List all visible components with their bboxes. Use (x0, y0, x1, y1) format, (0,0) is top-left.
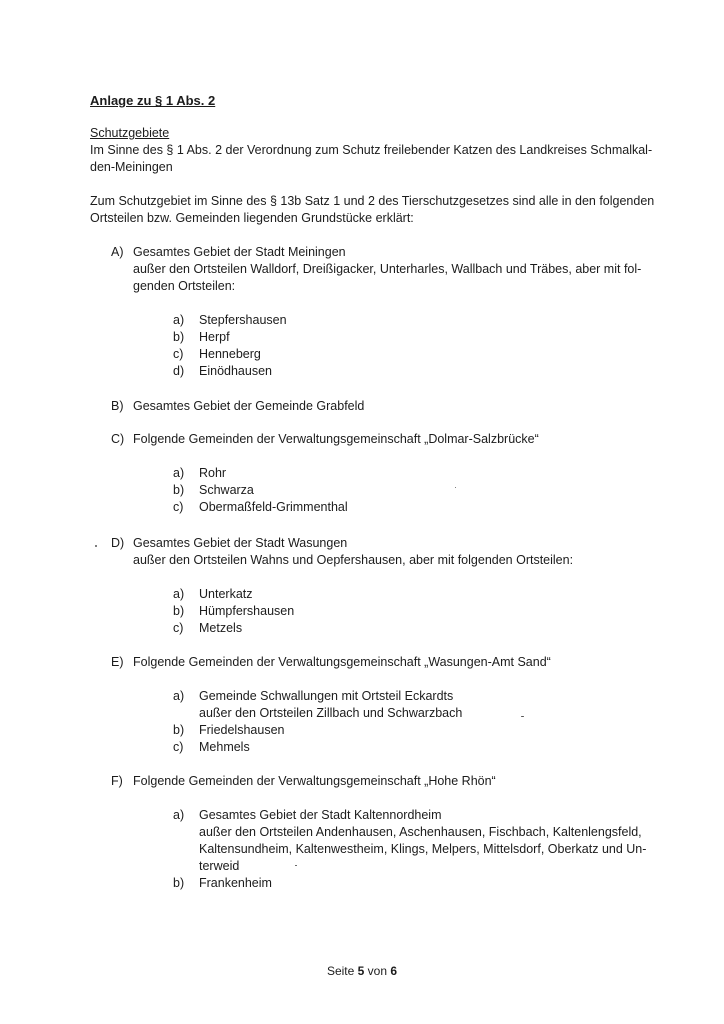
item-label: a) (173, 313, 185, 327)
section-letter: C) (111, 432, 125, 446)
paragraph-line-2: Ortsteilen bzw. Gemeinden liegenden Grundstücke erklärt: (90, 211, 414, 225)
item-label: b) (173, 723, 185, 737)
item-label: c) (173, 347, 184, 361)
section-letter: D) (111, 536, 125, 550)
item-label: a) (173, 808, 185, 822)
section-title: Folgende Gemeinden der Verwaltungsgemeinschaft „Dolmar-Salzbrücke“ (133, 432, 539, 446)
item-text: Gemeinde Schwallungen mit Ortsteil Eckardts (199, 689, 454, 703)
item-text-continued: außer den Ortsteilen Zillbach und Schwarzbach (199, 706, 463, 720)
scan-speck (455, 487, 456, 488)
footer-prefix: Seite (326, 964, 358, 978)
footer-page-number: 5 (357, 964, 365, 978)
subheading: Schutzgebiete (90, 126, 170, 140)
section-title: Gesamtes Gebiet der Stadt Wasungen (133, 536, 348, 550)
scan-speck (521, 716, 524, 717)
item-text: Metzels (199, 621, 243, 635)
item-text: Stepfershausen (199, 313, 287, 327)
section-letter: B) (111, 399, 124, 413)
section-subtext: außer den Ortsteilen Walldorf, Dreißigacker, Unterharles, Wallbach und Träbes, aber mit fol- (133, 262, 642, 276)
scan-speck (295, 865, 297, 866)
item-label: c) (173, 740, 184, 754)
item-label: b) (173, 330, 185, 344)
item-label: a) (173, 587, 185, 601)
footer-middle: von (364, 964, 391, 978)
item-text: Friedelshausen (199, 723, 285, 737)
paragraph-line-1: Zum Schutzgebiet im Sinne des § 13b Satz 1 und 2 des Tierschutzgesetzes sind alle in den folgenden (90, 194, 655, 208)
section-letter: A) (111, 245, 124, 259)
item-text: Hümpfershausen (199, 604, 295, 618)
page-heading: Anlage zu § 1 Abs. 2 (90, 93, 216, 108)
item-text: Obermaßfeld-Grimmenthal (199, 500, 348, 514)
intro-line-1: Im Sinne des § 1 Abs. 2 der Verordnung zum Schutz freilebender Katzen des Landkreises Schmalkal- (90, 143, 653, 157)
section-letter: F) (111, 774, 123, 788)
item-text: Frankenheim (199, 876, 272, 890)
section-title: Gesamtes Gebiet der Stadt Meiningen (133, 245, 346, 259)
footer-total-pages: 6 (390, 964, 398, 978)
item-text: Gesamtes Gebiet der Stadt Kaltennordheim (199, 808, 442, 822)
item-label: c) (173, 500, 184, 514)
page-footer (0, 964, 724, 978)
section-letter: E) (111, 655, 124, 669)
section-subtext: außer den Ortsteilen Wahns und Oepfershausen, aber mit folgenden Ortsteilen: (133, 553, 574, 567)
item-text-continued: außer den Ortsteilen Andenhausen, Aschenhausen, Fischbach, Kaltenlengsfeld, (199, 825, 642, 839)
scan-speck (95, 545, 97, 547)
item-label: b) (173, 604, 185, 618)
item-text: Einödhausen (199, 364, 272, 378)
item-text: Herpf (199, 330, 230, 344)
item-text: Henneberg (199, 347, 261, 361)
section-title: Gesamtes Gebiet der Gemeinde Grabfeld (133, 399, 365, 413)
item-label: d) (173, 364, 185, 378)
item-text-continued: Kaltensundheim, Kaltenwestheim, Klings, Melpers, Mittelsdorf, Oberkatz und Un- (199, 842, 647, 856)
section-title: Folgende Gemeinden der Verwaltungsgemeinschaft „Hohe Rhön“ (133, 774, 496, 788)
item-label: b) (173, 876, 185, 890)
item-label: c) (173, 621, 184, 635)
item-text: Rohr (199, 466, 227, 480)
item-text: Mehmels (199, 740, 250, 754)
intro-line-2: den-Meiningen (90, 160, 173, 174)
section-subtext: genden Ortsteilen: (133, 279, 236, 293)
item-label: a) (173, 689, 185, 703)
item-label: b) (173, 483, 185, 497)
item-label: a) (173, 466, 185, 480)
item-text-continued: terweid (199, 859, 240, 873)
item-text: Unterkatz (199, 587, 253, 601)
item-text: Schwarza (199, 483, 254, 497)
section-title: Folgende Gemeinden der Verwaltungsgemeinschaft „Wasungen-Amt Sand“ (133, 655, 551, 669)
